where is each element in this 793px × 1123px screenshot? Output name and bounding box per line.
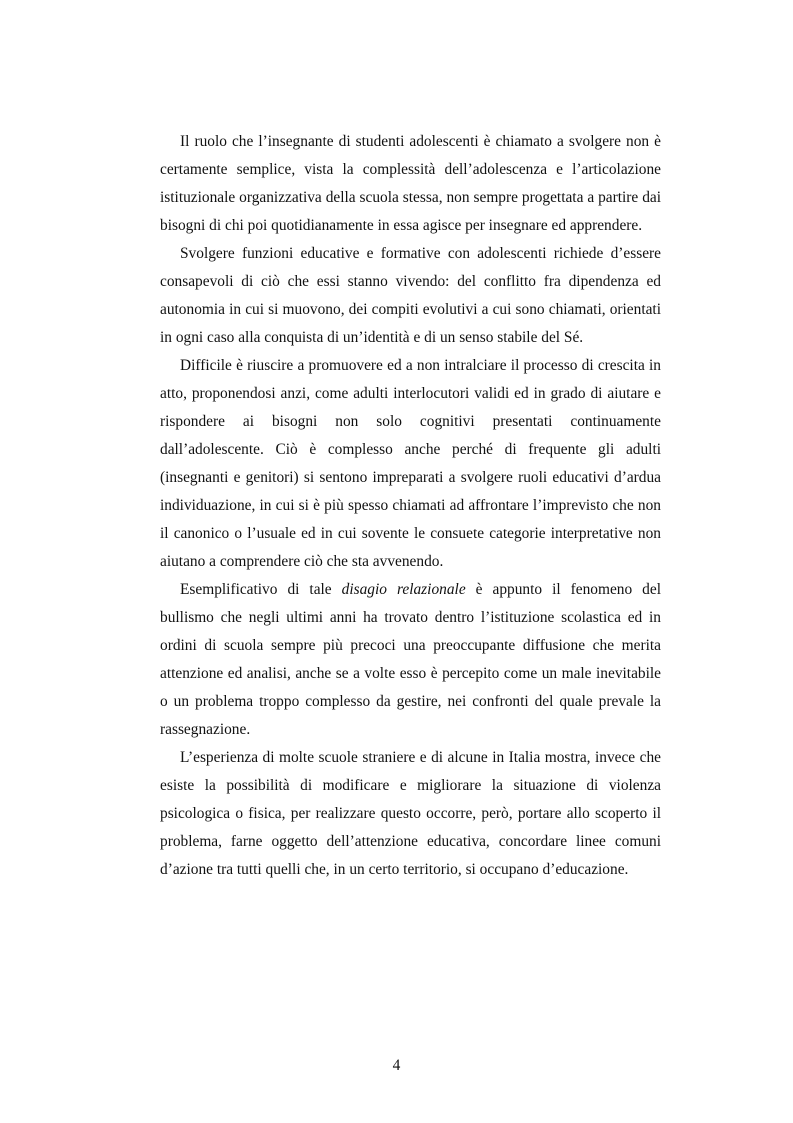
body-text (160, 128, 661, 884)
paragraph-5: L’esperienza di molte scuole straniere e di alcune in Italia mostra, invece che esiste la possibilità di modificare e migliorare la situazione di violenza psicologica o fisica, per realizzare questo occorre, però, portare allo scoperto il problema, farne oggetto dell’attenzione educativa, concordare linee comuni d’azione tra tutti quelli che, in un certo territorio, si occupano d’educazione. (160, 749, 661, 878)
paragraph-2: Svolgere funzioni educative e formative con adolescenti richiede d’essere consapevoli di ciò che essi stanno vivendo: del conflitto fra dipendenza ed autonomia in cui si muovono, dei compiti evolutivi a cui sono chiamati, orientati in ogni caso alla conquista di un’identità e di un senso stabile del Sé. (160, 245, 661, 346)
page-number: 4 (392, 1057, 401, 1074)
paragraph-3: Difficile è riuscire a promuovere ed a non intralciare il processo di crescita in atto, proponendosi anzi, come adulti interlocutori validi ed in grado di aiutare e rispondere ai bisogni non solo cognitivi presentati continuamente dall’adolescente. Ciò è complesso anche perché di frequente gli adulti (insegnanti e genitori) si sentono impreparati a svolgere ruoli educativi d’ardua individuazione, in cui si è più spesso chiamati ad affrontare l’imprevisto che non il canonico o l’usuale ed in cui sovente le consuete categorie interpretative non aiutano a comprendere ciò che sta avvenendo. (160, 357, 661, 570)
paragraph-4 (160, 576, 661, 744)
paragraph-4-rest: è appunto il fenomeno del bullismo che negli ultimi anni ha trovato dentro l’istituzione scolastica ed in ordini di scuola sempre più precoci una preoccupante diffusione che merita attenzione ed analisi, anche se a volte esso è percepito come un male inevitabile o un problema troppo complesso da gestire, nei confronti del quale prevale la rassegnazione. (160, 581, 661, 738)
paragraph-1: Il ruolo che l’insegnante di studenti adolescenti è chiamato a svolgere non è certamente semplice, vista la complessità dell’adolescenza e l’articolazione istituzionale organizzativa della scuola stessa, non sempre progettata a partire dai bisogni di chi poi quotidianamente in essa agisce per insegnare ed apprendere. (160, 133, 661, 234)
paragraph-4-lead: Esemplificativo di tale (180, 581, 342, 598)
paragraph-4-italic-term: disagio relazionale (341, 581, 466, 598)
